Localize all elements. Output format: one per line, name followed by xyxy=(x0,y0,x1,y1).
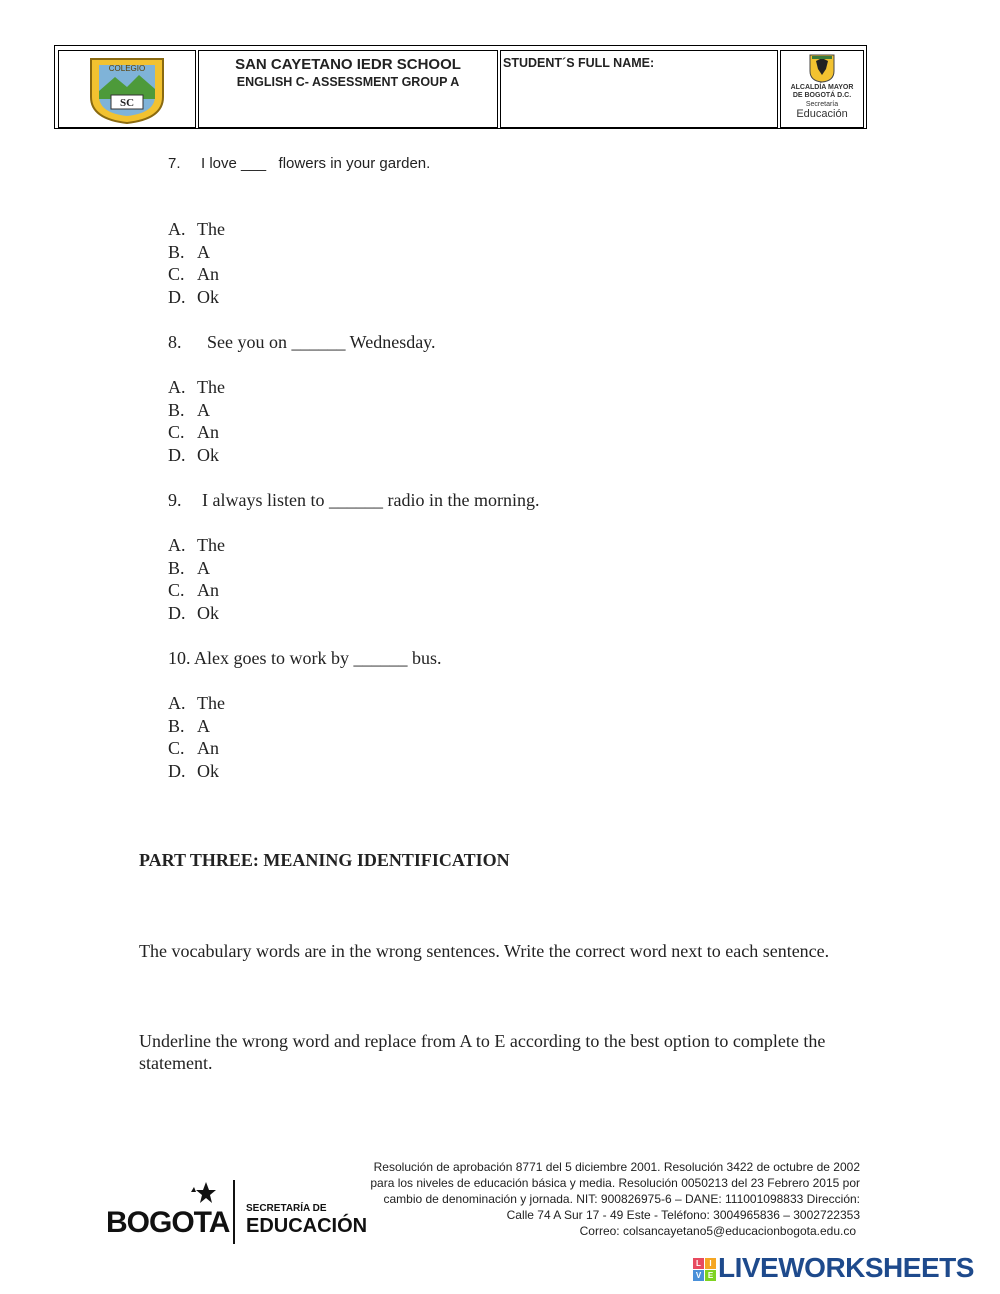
crest-line-1: ALCALDÍA MAYOR xyxy=(790,84,854,91)
question-10 xyxy=(168,647,442,669)
option-c[interactable]: C. An xyxy=(168,264,219,285)
liveworksheets-logo[interactable]: LIVEWORKSHEETS xyxy=(718,1252,974,1283)
school-logo-initials: SC xyxy=(119,97,135,109)
option-a[interactable]: A. The xyxy=(168,693,225,713)
option-b[interactable]: B. A xyxy=(168,399,210,420)
crest-line-2: DE BOGOTÁ D.C. xyxy=(792,92,852,99)
question-number: 9. xyxy=(168,490,182,510)
student-name-label: STUDENT´S FULL NAME: xyxy=(503,56,655,70)
school-logo-cell xyxy=(58,50,196,128)
crest-line-4: Educación xyxy=(796,108,848,120)
question-7 xyxy=(168,155,430,172)
crest-line-3: Secretaría xyxy=(805,101,839,108)
option-d[interactable]: D. Ok xyxy=(168,286,219,307)
title-cell xyxy=(198,50,498,128)
options-9 xyxy=(168,534,225,624)
question-text: I love ___ flowers in your garden. xyxy=(201,155,431,172)
question-text: Alex goes to work by ______ bus. xyxy=(194,648,442,668)
options-10 xyxy=(168,692,225,782)
footer-resolution xyxy=(300,1159,860,1239)
question-number: 7. xyxy=(168,155,181,172)
instruction-underline: Underline the wrong word and replace from A to E according to the best option to complete the statement. xyxy=(139,1031,826,1073)
option-c[interactable]: C. An xyxy=(168,422,219,443)
bogota-crest-icon xyxy=(781,53,863,83)
question-number: 8. xyxy=(168,332,182,352)
secretaria-big: EDUCACIÓN xyxy=(246,1215,368,1237)
question-9 xyxy=(168,489,539,511)
option-b[interactable]: B. A xyxy=(168,557,210,578)
school-name: SAN CAYETANO IEDR SCHOOL xyxy=(235,56,461,73)
footer-line: Correo: colsancayetano5@educacionbogota.edu.co xyxy=(579,1224,856,1238)
options-8 xyxy=(168,376,225,466)
school-logo-text: COLEGIO xyxy=(108,64,146,73)
option-b[interactable]: B. A xyxy=(168,715,210,736)
options-7 xyxy=(168,218,225,308)
instruction-vocabulary: The vocabulary words are in the wrong sentences. Write the correct word next to each sentence. xyxy=(139,941,830,961)
question-text: See you on ______ Wednesday. xyxy=(207,332,436,352)
option-d[interactable]: D. Ok xyxy=(168,444,219,465)
footer-line: Resolución de aprobación 8771 del 5 diciembre 2001. Resolución 3422 de octubre de 2002 xyxy=(373,1160,860,1174)
bogota-star-icon xyxy=(186,1181,216,1207)
option-c[interactable]: C. An xyxy=(168,738,219,759)
option-d[interactable]: D. Ok xyxy=(168,602,219,623)
part-three-title: PART THREE: MEANING IDENTIFICATION xyxy=(139,850,510,870)
question-text: I always listen to ______ radio in the morning. xyxy=(202,490,540,510)
school-crest-icon xyxy=(59,51,197,127)
student-name-cell[interactable] xyxy=(500,50,778,128)
footer-line: cambio de denominación y jornada. NIT: 900826975-6 – DANE: 111001098833 Dirección: xyxy=(383,1192,860,1206)
option-d[interactable]: D. Ok xyxy=(168,760,219,781)
option-b[interactable]: B. A xyxy=(168,241,210,262)
footer-line: para los niveles de educación básica y media. Resolución 0050213 del 23 Febrero 2015 por xyxy=(370,1176,860,1190)
header-table xyxy=(54,45,867,129)
option-a[interactable]: A. The xyxy=(168,377,225,397)
question-number: 10. xyxy=(168,648,191,668)
option-c[interactable]: C. An xyxy=(168,580,219,601)
bogota-logo: BOGOTA xyxy=(106,1206,230,1239)
liveworksheets-icon: L I V E xyxy=(693,1258,717,1282)
secretaria-small: SECRETARÍA DE xyxy=(246,1203,327,1214)
option-a[interactable]: A. The xyxy=(168,219,225,239)
assessment-title: ENGLISH C- ASSESSMENT GROUP A xyxy=(236,75,460,89)
question-8 xyxy=(168,331,436,353)
footer-divider xyxy=(233,1180,235,1244)
footer-line: Calle 74 A Sur 17 - 49 Este - Teléfono: 3004965836 – 3002722353 xyxy=(506,1208,860,1222)
bogota-crest-cell xyxy=(780,50,864,128)
option-a[interactable]: A. The xyxy=(168,535,225,555)
